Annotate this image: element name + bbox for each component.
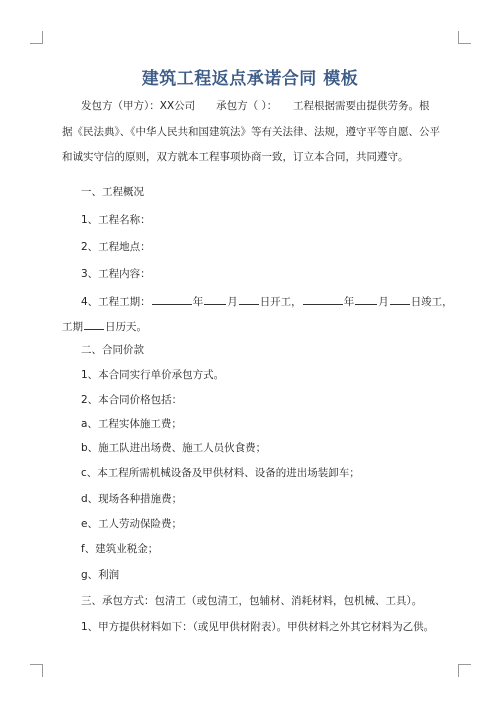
duration-prefix: 4、工程工期：: [81, 296, 151, 308]
price-item-1: 1、本合同实行单价承包方式。: [81, 369, 225, 381]
duration-year-2: 年: [343, 296, 355, 308]
project-duration-line: [81, 294, 453, 309]
blank-start-month: [204, 294, 226, 305]
duration-month-1: 月: [227, 296, 238, 308]
price-item-2: 2、本合同价格包括：: [81, 394, 183, 406]
blank-end-year: [303, 294, 343, 305]
duration-cont-suffix: 日历天。: [105, 321, 147, 333]
intro-line-2: 据《民法典》、《中华人民共和国建筑法》等有关法律、法规，遵守平等自愿、公平: [62, 126, 440, 138]
price-item-a: a、工程实体施工费；: [81, 418, 182, 430]
project-location-line: 2、工程地点：: [81, 241, 151, 253]
project-name-line: 1、工程名称：: [81, 214, 151, 226]
blank-end-day: [390, 294, 410, 305]
price-item-f: f、建筑业税金；: [81, 543, 159, 555]
price-item-c: c、本工程所需机械设备及甲供材料、设备的进出场装卸车；: [81, 467, 360, 479]
price-item-e: e、工人劳动保险费；: [81, 518, 182, 530]
crop-mark-bottom-left: [30, 664, 43, 677]
document-title: 建筑工程返点承诺合同 模板: [141, 69, 359, 89]
price-item-g: g、利润: [81, 569, 120, 581]
duration-month-2: 月: [378, 296, 389, 308]
crop-mark-top-right: [458, 31, 471, 44]
blank-duration-days: [84, 319, 104, 330]
blank-start-day: [239, 294, 259, 305]
intro-line-3: 和诚实守信的原则，双方就本工程事项协商一致，订立本合同，共同遵守。: [62, 151, 409, 163]
intro-line-1: 发包方（甲方）：XX公司 承包方（ ）： 工程根据需要由提供劳务。根: [81, 100, 430, 112]
duration-year-1: 年: [192, 296, 204, 308]
project-content-line: 3、工程内容：: [81, 268, 151, 280]
project-duration-continuation: [62, 319, 448, 334]
crop-mark-top-left: [30, 31, 43, 44]
duration-cont-prefix: 工期: [62, 321, 83, 333]
blank-end-month: [355, 294, 377, 305]
section-heading-overview: 一、工程概况: [81, 186, 144, 198]
section-heading-price: 二、合同价款: [81, 344, 144, 356]
materials-item-1: 1、甲方提供材料如下：（或见甲供材附表）。甲供材料之外其它材料为乙供。: [81, 621, 435, 633]
duration-start: 日开工，: [259, 296, 302, 308]
price-item-b: b、施工队进出场费、施工人员伙食费；: [81, 442, 267, 454]
crop-mark-bottom-right: [458, 664, 471, 677]
blank-start-year: [152, 294, 192, 305]
section-heading-contract-mode: 三、承包方式：包清工（或包清工，包辅材、消耗材料，包机械、工具）。: [81, 595, 423, 607]
price-item-d: d、现场各种措施费；: [81, 493, 183, 505]
duration-end: 日竣工，: [410, 296, 453, 308]
